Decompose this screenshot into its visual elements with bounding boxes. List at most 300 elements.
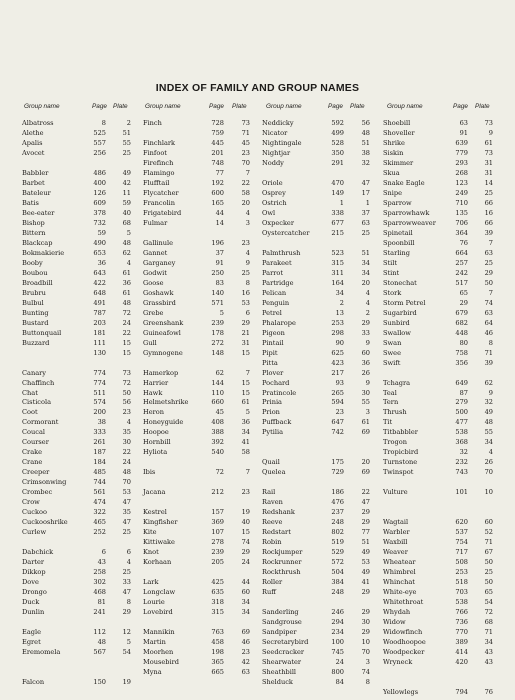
index-entry	[143, 349, 255, 358]
entry-page-number: 571	[211, 298, 224, 307]
entry-group-name: Goshawk	[143, 288, 174, 297]
entry-plate-number: 55	[484, 428, 493, 437]
entry-page-number: 248	[331, 518, 344, 527]
index-entry	[143, 169, 255, 178]
entry-group-name: Reeve	[262, 518, 283, 527]
entry-page-number: 212	[211, 488, 224, 497]
index-entry	[143, 558, 255, 567]
entry-group-name: Shoveller	[383, 129, 415, 137]
entry-page-number: 84	[335, 677, 344, 686]
entry-plate-number: 29	[361, 518, 370, 527]
entry-plate-number: 4	[488, 448, 493, 457]
entry-plate-number: 16	[484, 208, 493, 217]
entry-plate-number: 66	[484, 198, 493, 207]
entry-page-number: 237	[331, 508, 344, 517]
entry-plate-number: 32	[484, 398, 493, 407]
entry-group-name: Whydah	[383, 608, 411, 616]
header-plate: Plate	[475, 103, 490, 110]
entry-page-number: 763	[211, 628, 224, 636]
entry-page-number: 164	[331, 278, 344, 287]
entry-page-number: 491	[93, 298, 106, 307]
entry-group-name: Dabchick	[22, 548, 54, 557]
entry-group-name: Grassbird	[143, 298, 176, 307]
entry-plate-number: 35	[122, 508, 131, 517]
entry-group-name: Roller	[262, 578, 283, 587]
entry-page-number: 364	[455, 228, 468, 237]
entry-group-name: White-eye	[383, 588, 417, 597]
entry-group-name: Bustard	[22, 318, 49, 327]
entry-group-name: Prion	[262, 408, 280, 417]
entry-group-name: Avocet	[22, 148, 45, 157]
entry-plate-number: 20	[361, 458, 370, 467]
entry-plate-number: 71	[484, 538, 493, 547]
entry-page-number: 24	[335, 657, 344, 666]
entry-group-name: Gallinule	[143, 238, 174, 247]
entry-page-number: 528	[331, 139, 344, 147]
entry-page-number: 291	[331, 158, 344, 167]
index-entry	[262, 668, 376, 677]
index-entry	[143, 279, 255, 288]
entry-page-number: 508	[455, 558, 468, 567]
entry-group-name: Finfoot	[143, 148, 167, 157]
index-entry	[383, 159, 497, 168]
entry-group-name: Helmetshrike	[143, 398, 189, 407]
index-entry	[262, 418, 376, 427]
header-plate: Plate	[113, 103, 128, 110]
entry-group-name: Penguin	[262, 298, 290, 307]
entry-plate-number: 29	[361, 508, 370, 517]
entry-group-name: Guineafowl	[143, 328, 181, 337]
entry-group-name: Mannikin	[143, 628, 175, 636]
entry-plate-number: 5	[126, 228, 131, 237]
index-entry	[143, 119, 255, 128]
entry-plate-number: 23	[241, 148, 250, 157]
index-entry	[22, 289, 136, 298]
entry-group-name: Moorhen	[143, 647, 174, 656]
entry-page-number: 192	[211, 178, 224, 187]
entry-plate-number: 74	[361, 667, 370, 676]
index-entry	[22, 508, 136, 517]
entry-group-name: Rockrunner	[262, 558, 302, 567]
entry-page-number: 504	[331, 568, 344, 577]
index-entry	[262, 648, 376, 657]
entry-page-number: 500	[455, 408, 468, 417]
index-entry	[262, 488, 376, 497]
entry-group-name: Oriole	[262, 178, 283, 187]
entry-plate-number: 31	[484, 168, 493, 177]
entry-page-number: 205	[211, 558, 224, 567]
entry-group-name: Eagle	[22, 628, 41, 636]
entry-plate-number: 65	[484, 588, 493, 597]
index-entry	[143, 239, 255, 248]
header-group-name: Group name	[145, 103, 181, 110]
entry-page-number: 754	[455, 538, 468, 547]
entry-group-name: Pipit	[262, 348, 278, 357]
entry-plate-number: 46	[484, 328, 493, 337]
entry-page-number: 538	[455, 598, 468, 606]
entry-plate-number: 4	[245, 248, 250, 257]
entry-group-name: Starling	[383, 248, 410, 257]
header-group-name: Group name	[387, 103, 423, 110]
entry-group-name: Eremomela	[22, 647, 61, 656]
index-entry	[22, 259, 136, 268]
entry-group-name: Stilt	[383, 258, 398, 267]
index-entry	[22, 498, 136, 507]
index-entry	[22, 309, 136, 318]
entry-group-name: Dove	[22, 578, 39, 587]
header-plate: Plate	[350, 103, 365, 110]
entry-plate-number: 2	[126, 119, 131, 127]
entry-plate-number: 33	[361, 328, 370, 337]
index-entry	[143, 628, 255, 637]
entry-group-name: Kittiwake	[143, 538, 175, 547]
entry-plate-number: 25	[484, 188, 493, 197]
entry-group-name: Francolin	[143, 198, 176, 207]
entry-group-name: Hornbill	[143, 438, 171, 447]
entry-group-name: Tit	[383, 418, 393, 427]
index-entry	[383, 149, 497, 158]
entry-page-number: 45	[215, 408, 224, 417]
index-entry	[262, 159, 376, 168]
entry-plate-number: 69	[361, 428, 370, 437]
index-entry	[22, 219, 136, 228]
index-entry	[22, 578, 136, 587]
index-entry	[22, 458, 136, 467]
entry-group-name: Redshank	[262, 508, 295, 517]
entry-page-number: 519	[331, 538, 344, 547]
entry-plate-number: 14	[484, 178, 493, 187]
entry-group-name: Warbler	[383, 528, 410, 537]
entry-page-number: 246	[331, 608, 344, 616]
entry-group-name: Quelea	[262, 468, 286, 477]
index-entry	[383, 688, 497, 697]
entry-plate-number: 64	[484, 318, 493, 327]
entry-page-number: 239	[211, 318, 224, 327]
index-entry	[143, 389, 255, 398]
index-entry	[143, 608, 255, 617]
entry-page-number: 384	[331, 578, 344, 587]
index-entry	[383, 438, 497, 447]
index-entry	[143, 129, 255, 138]
index-entry	[262, 538, 376, 547]
entry-group-name: Rail	[262, 488, 276, 497]
index-entry	[143, 668, 255, 677]
entry-page-number: 400	[93, 178, 106, 187]
index-entry	[383, 229, 497, 238]
index-entry	[262, 259, 376, 268]
index-entry	[143, 538, 255, 547]
index-entry	[262, 369, 376, 378]
entry-group-name: Crimsonwing	[22, 478, 67, 487]
index-entry	[22, 369, 136, 378]
entry-group-name: Rockjumper	[262, 548, 303, 557]
entry-plate-number: 33	[122, 578, 131, 587]
entry-group-name: Woodhoopoe	[383, 638, 426, 646]
entry-group-name: Lovebird	[143, 608, 173, 616]
entry-page-number: 609	[93, 198, 106, 207]
entry-plate-number: 23	[241, 238, 250, 247]
entry-group-name: Courser	[22, 438, 49, 447]
entry-page-number: 181	[93, 328, 106, 337]
index-entry	[22, 588, 136, 597]
entry-plate-number: 72	[484, 608, 493, 616]
index-entry	[262, 379, 376, 388]
index-entry	[262, 249, 376, 258]
entry-group-name: Stonechat	[383, 278, 417, 287]
index-entry	[383, 648, 497, 657]
entry-page-number: 448	[455, 328, 468, 337]
index-entry	[143, 309, 255, 318]
index-entry	[383, 129, 497, 138]
entry-plate-number: 15	[241, 388, 250, 397]
entry-page-number: 664	[455, 248, 468, 257]
entry-plate-number: 70	[122, 478, 131, 487]
index-entry	[22, 438, 136, 447]
entry-group-name: Storm Petrel	[383, 298, 426, 307]
entry-plate-number: 29	[484, 268, 493, 277]
entry-plate-number: 51	[361, 139, 370, 147]
entry-plate-number: 67	[484, 548, 493, 557]
entry-plate-number: 7	[245, 168, 250, 177]
index-entry	[383, 359, 497, 368]
index-entry	[383, 289, 497, 298]
entry-group-name: Quail	[262, 458, 280, 467]
entry-page-number: 77	[215, 168, 224, 177]
index-entry	[143, 149, 255, 158]
entry-page-number: 149	[331, 188, 344, 197]
entry-page-number: 649	[455, 378, 468, 387]
entry-page-number: 338	[331, 208, 344, 217]
entry-plate-number: 4	[126, 258, 131, 267]
entry-page-number: 620	[455, 518, 468, 527]
entry-page-number: 538	[455, 428, 468, 437]
index-entry	[22, 558, 136, 567]
entry-group-name: Osprey	[262, 188, 286, 197]
entry-plate-number: 3	[245, 218, 250, 227]
entry-plate-number: 49	[361, 568, 370, 577]
index-entry	[383, 209, 497, 218]
entry-plate-number: 49	[361, 548, 370, 557]
header-page: Page	[328, 103, 343, 110]
index-entry	[383, 658, 497, 667]
column-header	[22, 103, 136, 115]
entry-plate-number: 42	[122, 178, 131, 187]
entry-group-name: Waxbill	[383, 538, 408, 547]
entry-plate-number: 58	[241, 448, 250, 457]
entry-group-name: Swift	[383, 358, 401, 367]
entry-group-name: Alethe	[22, 129, 44, 137]
entry-plate-number: 61	[361, 418, 370, 427]
entry-page-number: 477	[455, 418, 468, 427]
entry-plate-number: 68	[122, 218, 131, 227]
index-entry	[383, 538, 497, 547]
entry-plate-number: 56	[122, 398, 131, 407]
entry-plate-number: 29	[122, 608, 131, 616]
entry-group-name: Mousebird	[143, 657, 179, 666]
index-entry	[143, 548, 255, 557]
index-entry	[383, 329, 497, 338]
index-entry	[383, 458, 497, 467]
index-entry	[262, 498, 376, 507]
entry-plate-number: 53	[122, 488, 131, 497]
index-entry	[143, 648, 255, 657]
index-entry	[22, 249, 136, 258]
index-entry	[262, 339, 376, 348]
index-entry	[143, 518, 255, 527]
entry-page-number: 187	[93, 448, 106, 457]
entry-group-name: Gymnogene	[143, 348, 183, 357]
entry-group-name: Wheatear	[383, 558, 416, 567]
entry-page-number: 2	[339, 298, 344, 307]
entry-group-name: Duck	[22, 598, 40, 606]
index-entry	[383, 638, 497, 647]
entry-page-number: 369	[211, 518, 224, 527]
entry-plate-number: 9	[365, 378, 370, 387]
column-header	[383, 103, 497, 115]
entry-group-name: Booby	[22, 258, 43, 267]
index-entry	[22, 528, 136, 537]
entry-plate-number: 3	[365, 657, 370, 666]
entry-group-name: Jacana	[143, 488, 166, 497]
entry-plate-number: 70	[361, 647, 370, 656]
entry-page-number: 445	[211, 139, 224, 147]
entry-group-name: Myna	[143, 667, 162, 676]
entry-plate-number: 60	[241, 588, 250, 597]
index-entry	[22, 568, 136, 577]
index-entry	[22, 398, 136, 407]
entry-plate-number: 36	[241, 418, 250, 427]
entry-plate-number: 69	[361, 468, 370, 477]
entry-plate-number: 22	[122, 448, 131, 457]
entry-plate-number: 4	[126, 418, 131, 427]
entry-group-name: Owl	[262, 208, 276, 217]
entry-group-name: Grebe	[143, 308, 164, 317]
entry-group-name: Frigatebird	[143, 208, 182, 217]
entry-page-number: 647	[331, 418, 344, 427]
entry-group-name: Tropicbird	[383, 448, 419, 457]
index-entry	[383, 309, 497, 318]
entry-page-number: 665	[211, 667, 224, 676]
entry-page-number: 458	[211, 638, 224, 646]
entry-page-number: 101	[455, 488, 468, 497]
index-entry	[262, 359, 376, 368]
entry-plate-number: 16	[241, 288, 250, 297]
index-entry	[262, 638, 376, 647]
entry-plate-number: 53	[361, 558, 370, 567]
entry-group-name: Ruff	[262, 588, 276, 597]
entry-plate-number: 15	[122, 338, 131, 347]
index-entry	[143, 588, 255, 597]
entry-plate-number: 39	[484, 228, 493, 237]
entry-page-number: 38	[97, 418, 106, 427]
index-entry	[143, 269, 255, 278]
index-entry	[262, 468, 376, 477]
entry-page-number: 732	[93, 218, 106, 227]
entry-page-number: 392	[211, 438, 224, 447]
entry-group-name: Cisticola	[22, 398, 51, 407]
index-entry	[383, 408, 497, 417]
entry-page-number: 90	[335, 338, 344, 347]
index-entry	[262, 608, 376, 617]
entry-group-name: Batis	[22, 198, 39, 207]
entry-page-number: 34	[335, 288, 344, 297]
entry-group-name: Shelduck	[262, 677, 293, 686]
entry-group-name: Robin	[262, 538, 282, 547]
entry-page-number: 758	[455, 348, 468, 357]
entry-page-number: 800	[331, 667, 344, 676]
entry-group-name: Whimbrel	[383, 568, 416, 577]
entry-page-number: 140	[211, 288, 224, 297]
entry-plate-number: 35	[122, 428, 131, 437]
entry-group-name: Gull	[143, 338, 157, 347]
entry-group-name: Prinia	[262, 398, 282, 407]
index-entry	[22, 638, 136, 647]
entry-plate-number: 9	[488, 129, 493, 137]
index-entry	[383, 418, 497, 427]
entry-page-number: 91	[215, 258, 224, 267]
entry-page-number: 279	[455, 398, 468, 407]
entry-plate-number: 62	[484, 378, 493, 387]
index-entry	[383, 448, 497, 457]
entry-plate-number: 41	[361, 578, 370, 587]
entry-page-number: 485	[93, 468, 106, 477]
entry-plate-number: 25	[484, 568, 493, 577]
entry-page-number: 217	[331, 368, 344, 377]
entry-page-number: 91	[459, 129, 468, 137]
entry-page-number: 29	[459, 298, 468, 307]
entry-group-name: Petrel	[262, 308, 282, 317]
index-entry	[22, 189, 136, 198]
entry-page-number: 743	[455, 468, 468, 477]
index-entry	[22, 279, 136, 288]
index-entry	[262, 179, 376, 188]
entry-plate-number: 51	[122, 129, 131, 137]
index-entry	[262, 119, 376, 128]
entry-page-number: 600	[211, 188, 224, 197]
entry-plate-number: 29	[361, 608, 370, 616]
entry-plate-number: 23	[241, 647, 250, 656]
entry-page-number: 130	[93, 348, 106, 357]
index-entry	[262, 139, 376, 148]
entry-group-name: Finch	[143, 119, 162, 127]
index-entry	[383, 279, 497, 288]
entry-page-number: 594	[331, 398, 344, 407]
index-entry	[262, 508, 376, 517]
entry-plate-number: 29	[241, 318, 250, 327]
index-entry	[262, 299, 376, 308]
index-entry	[262, 149, 376, 158]
entry-page-number: 322	[93, 508, 106, 517]
entry-plate-number: 48	[122, 468, 131, 477]
entry-page-number: 744	[93, 478, 106, 487]
entry-page-number: 239	[211, 548, 224, 557]
entry-plate-number: 34	[241, 608, 250, 616]
entry-plate-number: 48	[361, 129, 370, 137]
entry-group-name: Lark	[143, 578, 159, 587]
entry-plate-number: 34	[484, 438, 493, 447]
entry-group-name: Hamerkop	[143, 368, 179, 377]
entry-plate-number: 70	[484, 468, 493, 477]
index-entry	[383, 179, 497, 188]
entry-plate-number: 43	[484, 657, 493, 666]
index-entry	[143, 638, 255, 647]
entry-plate-number: 48	[122, 238, 131, 247]
entry-page-number: 648	[93, 288, 106, 297]
entry-page-number: 748	[211, 158, 224, 167]
index-entry	[22, 648, 136, 657]
entry-group-name: Bokmakierie	[22, 248, 65, 257]
entry-page-number: 378	[93, 208, 106, 217]
